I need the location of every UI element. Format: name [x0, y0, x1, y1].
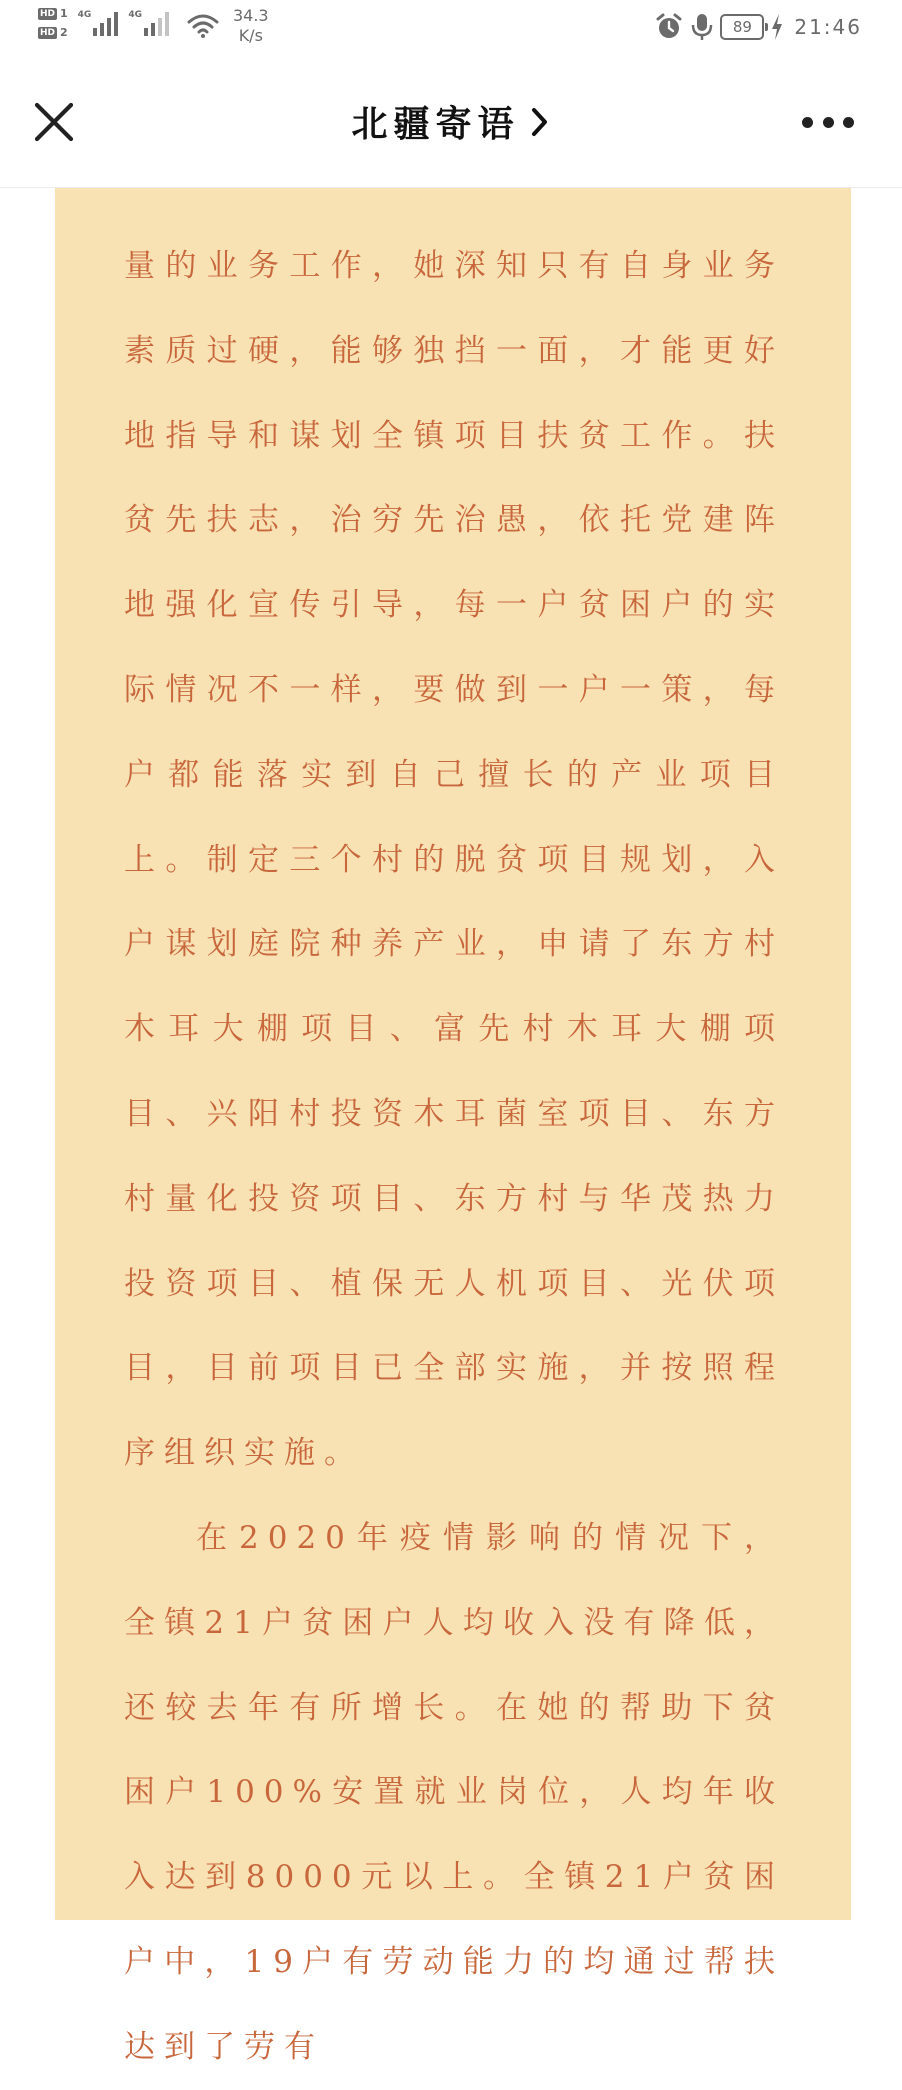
- signal-2: [128, 10, 169, 36]
- account-title-link[interactable]: [0, 96, 902, 147]
- more-dot: [843, 117, 854, 128]
- more-dot: [823, 117, 834, 128]
- sim1-indicator: [38, 8, 68, 20]
- signal-bars-icon: [144, 10, 169, 36]
- wifi-icon: [187, 14, 219, 38]
- signal-1-label: 4G: [77, 10, 92, 20]
- sim2-indicator: [38, 27, 68, 39]
- sim1-number: 1: [60, 7, 68, 20]
- sim-indicators: [38, 8, 68, 39]
- more-dot: [802, 117, 813, 128]
- hd-badge: HD: [40, 28, 56, 38]
- charging-icon: [770, 13, 784, 41]
- battery-level: 89: [732, 18, 752, 36]
- page-title: 北疆寄语: [351, 103, 520, 145]
- chevron-right-icon: [529, 105, 551, 139]
- article-paper: [55, 188, 851, 2065]
- status-bar: [0, 0, 902, 60]
- article-paragraph: 量的业务工作，她深知只有自身业务素质过硬，能够独挡一面，才能更好地指导和谋划全镇项目扶贫工作。扶贫先扶志，治穷先治愚，依托党建阵地强化宣传引导，每一户贫困户的实际情况不一样，要做到一户一策，每户都能落实到自己擅长的产业项目上。制定三个村的脱贫项目规划，入户谋划庭院种养产业，申请了东方村木耳大棚项目、富先村木耳大棚项目、兴阳村投资木耳菌室项目、东方村量化投资项目、东方村与华茂热力投资项目、植保无人机项目、光伏项目，目前项目已全部实施，并按照程序组织实施。: [124, 248, 784, 1472]
- signal-bars-icon: [93, 10, 118, 36]
- microphone-icon: [690, 12, 714, 42]
- alarm-icon: [654, 12, 684, 42]
- more-icon[interactable]: [802, 112, 854, 132]
- network-speed-unit: K/s: [238, 26, 263, 45]
- signal-2-label: 4G: [128, 10, 142, 20]
- signal-1: [78, 10, 119, 36]
- clock: 21:46: [794, 15, 862, 39]
- status-right: [654, 12, 862, 42]
- network-speed-value: 34.3: [232, 6, 269, 25]
- sim2-number: 2: [60, 26, 68, 39]
- network-speed: [233, 6, 269, 46]
- nav-bar: [0, 60, 902, 188]
- status-left: [38, 6, 269, 46]
- article-body: [124, 224, 784, 2090]
- hd-badge: HD: [40, 9, 56, 19]
- battery-icon: [720, 14, 764, 40]
- article-paragraph: 在2020年疫情影响的情况下，全镇21户贫困户人均收入没有降低，还较去年有所增长。在她的帮助下贫困户100%安置就业岗位，人均年收入达到8000元以上。全镇21户贫困户中，19户有劳动能力的均通过帮扶达到了劳有: [124, 1519, 784, 2065]
